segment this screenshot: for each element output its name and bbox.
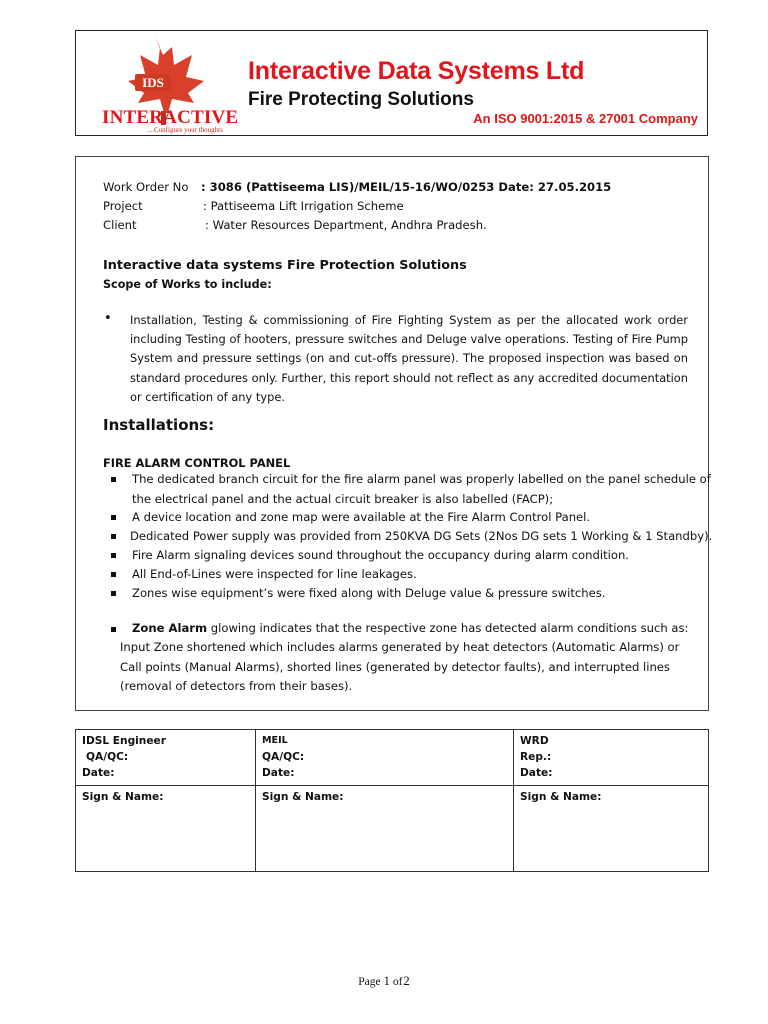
cell-heading: WRD [520, 735, 549, 747]
list-item: A device location and zone map were available at the Fire Alarm Control Panel. [132, 510, 591, 524]
installations-heading: Installations: [103, 416, 215, 434]
cell-heading: MEIL [262, 735, 288, 746]
of-word: of [392, 976, 403, 988]
list-item: Dedicated Power supply was provided from 250KVA DG Sets (2Nos DG sets 1 Working & 1 Standby). [130, 529, 713, 543]
iso-certification: An ISO 9001:2015 & 27001 Company [473, 111, 698, 126]
page-word: Page [358, 976, 381, 988]
square-bullet-icon [111, 515, 116, 520]
scope-paragraph: Installation, Testing & commissioning of Fire Fighting System as per the allocated work order including Testing of hooters, pressure switches and Deluge valve operations. Testing of Fire Pump System and pressure settings (on and cut-offs pressure). The proposed inspection was based on standard procedures only. Further, this report should not reflect as any accredited documentation or certification of any type. [130, 313, 688, 404]
project-label: Project [103, 199, 143, 213]
list-item-continuation: the electrical panel and the actual circuit breaker is also labelled (FACP); [132, 492, 554, 506]
zone-alarm-intro: glowing indicates that the respective zone has detected alarm conditions such as: [207, 621, 689, 635]
scope-subheading: Scope of Works to include: [103, 278, 272, 291]
client-label: Client [103, 218, 137, 232]
client-value: : Water Resources Department, Andhra Pradesh. [205, 218, 487, 232]
list-item: The dedicated branch circuit for the fire alarm panel was properly labelled on the panel schedule of [132, 472, 711, 486]
square-bullet-icon [111, 572, 116, 577]
table-row [76, 730, 709, 786]
work-order-label: Work Order No [103, 180, 189, 194]
work-order-value: : 3086 (Pattiseema LIS)/MEIL/15-16/WO/0253 Date: 27.05.2015 [201, 180, 612, 194]
cell-line: QA/QC: [86, 751, 129, 763]
logo-badge-text: IDS [142, 75, 164, 90]
zone-alarm-paragraph [120, 619, 697, 697]
company-tagline: Fire Protecting Solutions [248, 89, 474, 110]
square-bullet-icon [111, 591, 116, 596]
logo-tagline: ....Configure your thoughts [147, 126, 223, 134]
company-logo [100, 37, 246, 133]
cell-line: Rep.: [520, 751, 552, 763]
cell-line: Date: [520, 767, 553, 779]
list-item: Fire Alarm signaling devices sound throughout the occupancy during alarm condition. [132, 548, 629, 562]
list-item: Zones wise equipment’s were fixed along with Deluge value & pressure switches. [132, 586, 606, 600]
project-value: : Pattiseema Lift Irrigation Scheme [203, 199, 404, 213]
scope-heading: Interactive data systems Fire Protection Solutions [103, 258, 467, 273]
sign-name-cell: Sign & Name: [76, 786, 256, 872]
sign-name-cell: Sign & Name: [256, 786, 514, 872]
fire-alarm-panel-heading: FIRE ALARM CONTROL PANEL [103, 456, 291, 470]
logo-wordmark: INTERACTIVE [102, 107, 239, 128]
wrd-cell [514, 730, 709, 786]
sign-name-cell: Sign & Name: [514, 786, 709, 872]
page-number [0, 973, 768, 989]
meil-cell [256, 730, 514, 786]
square-bullet-icon [111, 553, 116, 558]
letterhead [75, 30, 708, 136]
cell-line: Date: [82, 767, 115, 779]
square-bullet-icon [111, 534, 116, 539]
cell-line: QA/QC: [262, 751, 305, 763]
cell-line: Date: [262, 767, 295, 779]
square-bullet-icon [111, 627, 116, 632]
bullet-icon: • [104, 311, 112, 326]
zone-alarm-details: Input Zone shortened which includes alarms generated by heat detectors (Automatic Alarms) or Call points (Manual Alarms), shorted lines (generated by detector faults), and interrupted lines (removal of detectors from their bases). [120, 640, 680, 694]
company-name: Interactive Data Systems Ltd [248, 57, 585, 85]
total-pages: 2 [403, 973, 410, 988]
list-item: All End-of-Lines were inspected for line leakages. [132, 567, 417, 581]
signature-table [75, 729, 709, 872]
idsl-engineer-cell [76, 730, 256, 786]
table-row [76, 786, 709, 872]
current-page: 1 [383, 973, 390, 988]
square-bullet-icon [111, 477, 116, 482]
report-body [75, 156, 713, 711]
cell-heading: IDSL Engineer [82, 735, 166, 747]
zone-alarm-label: Zone Alarm [132, 621, 208, 635]
